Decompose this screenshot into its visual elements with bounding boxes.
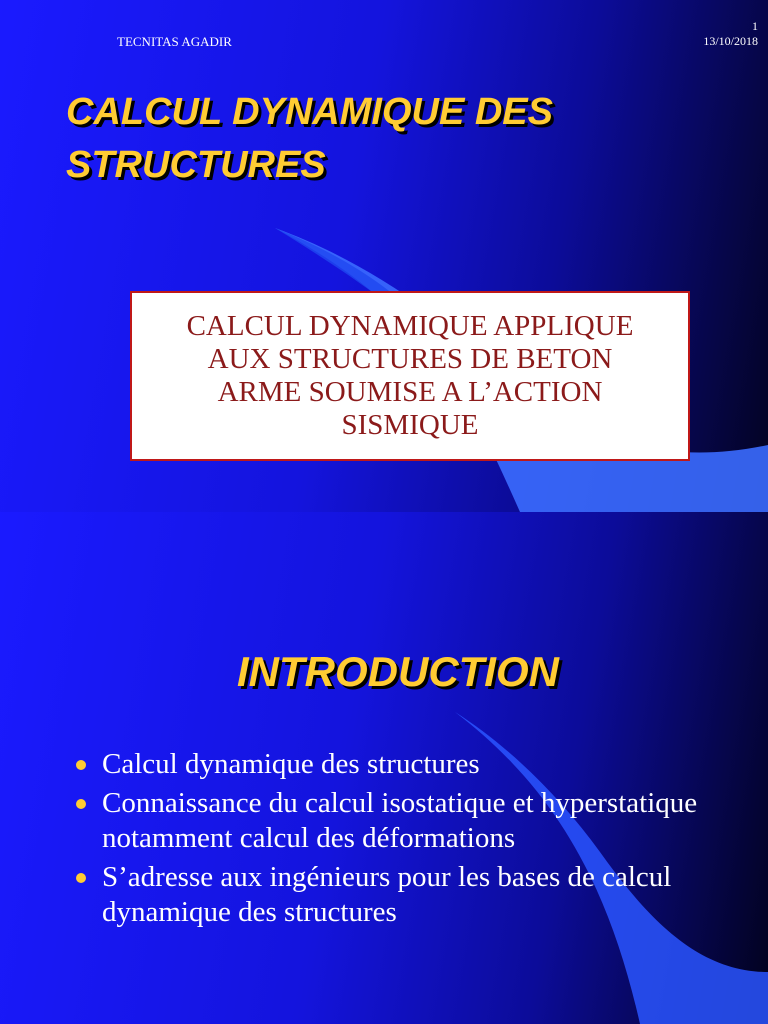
- bullet-text: Calcul dynamique des structures: [102, 748, 480, 780]
- subtitle-text: CALCUL DYNAMIQUE APPLIQUE AUX STRUCTURES DE BETON ARME SOUMISE A L’ACTION SISMIQUE: [186, 310, 634, 441]
- bullet-item: [74, 747, 714, 782]
- bullet-text: Connaissance du calcul isostatique et hyperstatique notamment calcul des déformations: [102, 787, 698, 854]
- bullet-text: S’adresse aux ingénieurs pour les bases de calcul dynamique des structures: [102, 861, 672, 928]
- slide-1-title: CALCUL DYNAMIQUE DES STRUCTURES: [66, 91, 553, 186]
- bullet-dot-icon: [76, 873, 86, 883]
- footer-organization: TECNITAS AGADIR: [117, 34, 232, 49]
- footer-meta: [703, 19, 758, 49]
- bullet-item: [74, 860, 714, 930]
- bullet-dot-icon: [76, 799, 86, 809]
- slide-date: 13/10/2018: [703, 34, 758, 48]
- slide-number: 1: [752, 19, 758, 33]
- slide-2-title: INTRODUCTION: [237, 648, 559, 695]
- slide-2: [0, 512, 768, 1024]
- bullet-item: [74, 786, 714, 856]
- bullet-dot-icon: [76, 760, 86, 770]
- subtitle-box: [130, 291, 690, 461]
- bullet-list: [74, 747, 714, 934]
